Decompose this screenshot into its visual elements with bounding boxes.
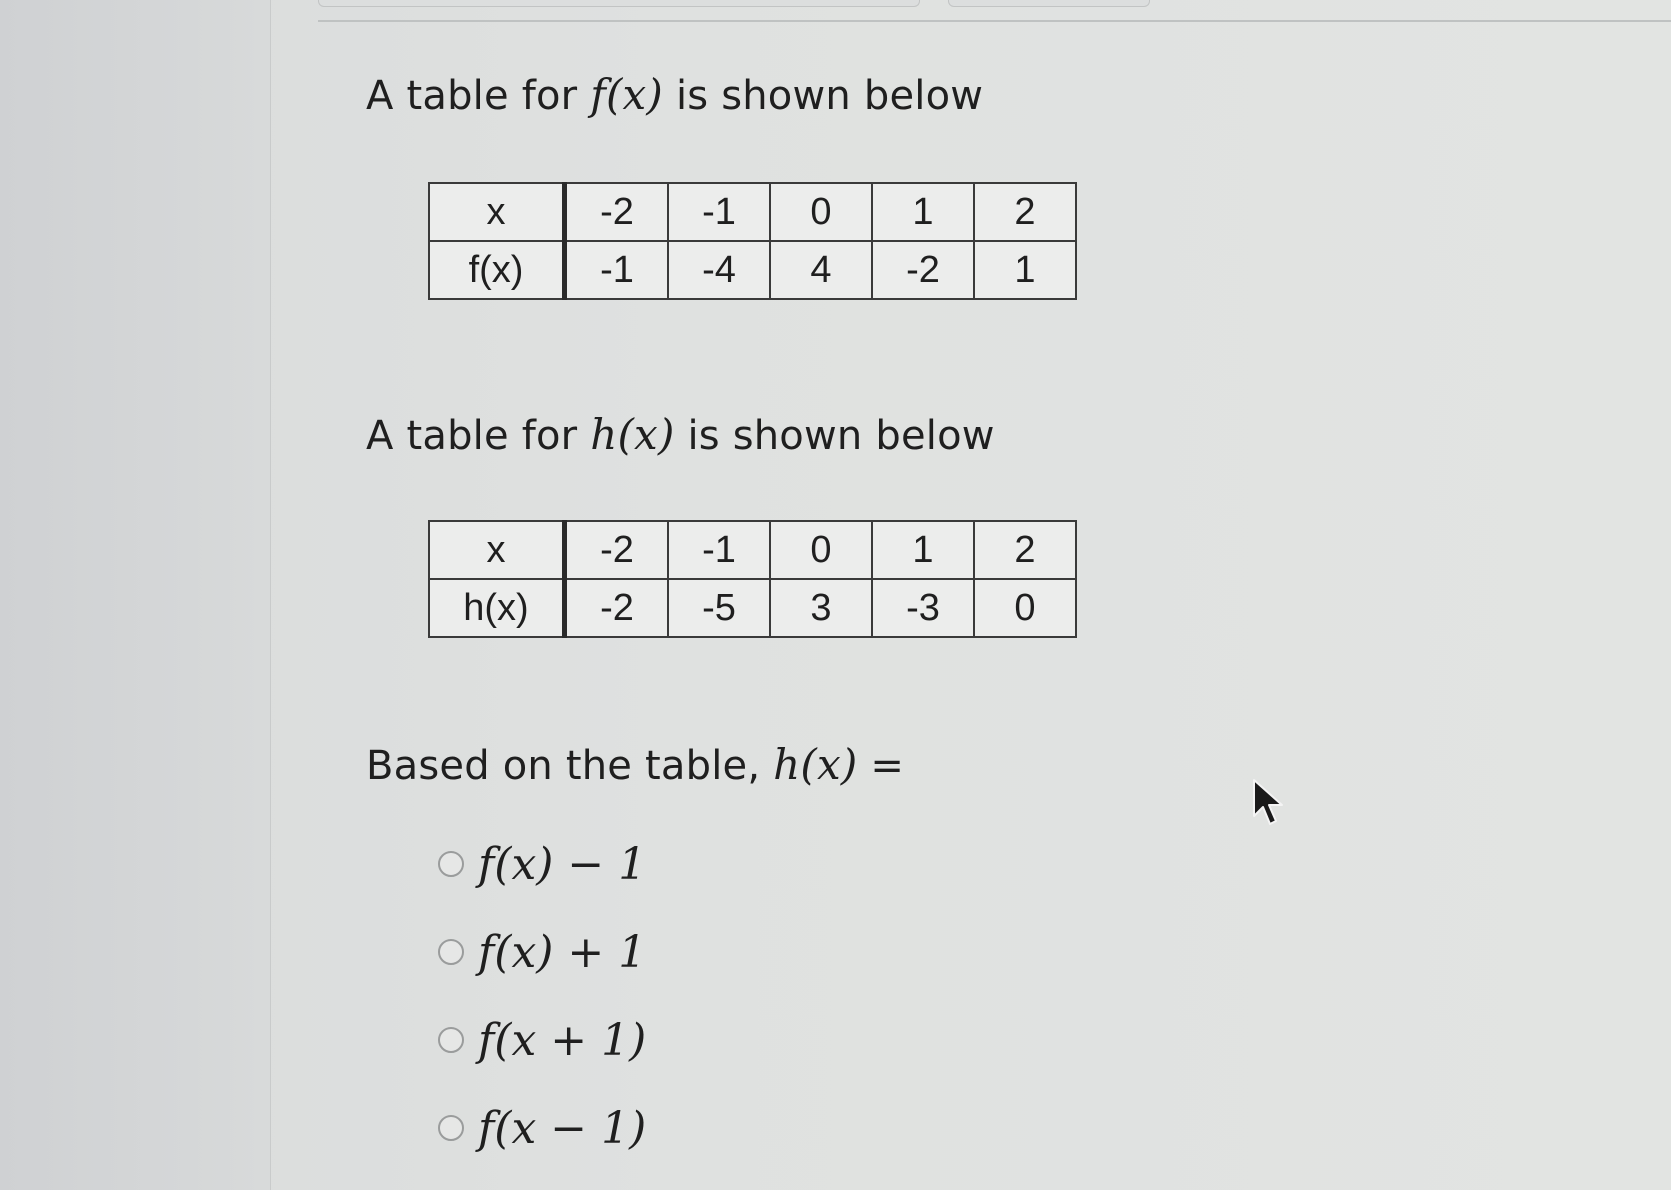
table-cell: -2 [565, 579, 669, 637]
left-panel [0, 0, 271, 1190]
choice-label: f(x) + 1 [478, 926, 647, 978]
mouse-cursor-icon [1252, 778, 1286, 828]
answer-choice-4[interactable] [438, 1084, 646, 1172]
heading-math: f(x) [590, 70, 664, 119]
table-cell: -2 [872, 241, 974, 299]
answer-choice-3[interactable] [438, 996, 646, 1084]
answer-choice-1[interactable] [438, 820, 646, 908]
heading-text: A table for [366, 413, 591, 459]
table-cell: 1 [872, 521, 974, 579]
table-cell: 2 [974, 183, 1076, 241]
table-row [429, 183, 1076, 241]
table-cell: -1 [668, 521, 770, 579]
heading-text: A table for [366, 73, 591, 119]
table-cell: 0 [974, 579, 1076, 637]
table-cell: 4 [770, 241, 872, 299]
heading-text: is shown below [663, 73, 984, 119]
table-cell: 1 [872, 183, 974, 241]
choice-label: f(x) − 1 [478, 838, 647, 890]
table-cell: 0 [770, 521, 872, 579]
table-cell: 2 [974, 521, 1076, 579]
h-table-heading [366, 410, 995, 459]
table-cell: 0 [770, 183, 872, 241]
top-tab-edge [318, 0, 920, 7]
top-tab-edge [948, 0, 1150, 7]
table-cell: -5 [668, 579, 770, 637]
table-cell: -4 [668, 241, 770, 299]
f-table-heading [366, 70, 983, 119]
table-cell: -2 [565, 521, 669, 579]
table-cell: -1 [565, 241, 669, 299]
table-cell: -3 [872, 579, 974, 637]
table-cell: -1 [668, 183, 770, 241]
table-row-label: x [429, 521, 565, 579]
table-cell: 3 [770, 579, 872, 637]
table-row [429, 579, 1076, 637]
table-cell: -2 [565, 183, 669, 241]
radio-button[interactable] [438, 1027, 464, 1053]
h-table [428, 520, 1077, 638]
top-divider [318, 20, 1671, 22]
question-text: Based on the table, [366, 743, 774, 789]
table-row-label: x [429, 183, 565, 241]
radio-button[interactable] [438, 851, 464, 877]
choice-label: f(x + 1) [478, 1014, 647, 1066]
table-cell: 1 [974, 241, 1076, 299]
choice-label: f(x − 1) [478, 1102, 647, 1154]
question-text: = [857, 743, 905, 789]
question-prompt [366, 740, 904, 789]
heading-math: h(x) [590, 410, 675, 459]
radio-button[interactable] [438, 1115, 464, 1141]
question-math: h(x) [773, 740, 858, 789]
table-row [429, 241, 1076, 299]
table-row [429, 521, 1076, 579]
heading-text: is shown below [674, 413, 995, 459]
table-row-label: f(x) [429, 241, 565, 299]
answer-choices [438, 820, 646, 1172]
radio-button[interactable] [438, 939, 464, 965]
answer-choice-2[interactable] [438, 908, 646, 996]
f-table [428, 182, 1077, 300]
table-row-label: h(x) [429, 579, 565, 637]
